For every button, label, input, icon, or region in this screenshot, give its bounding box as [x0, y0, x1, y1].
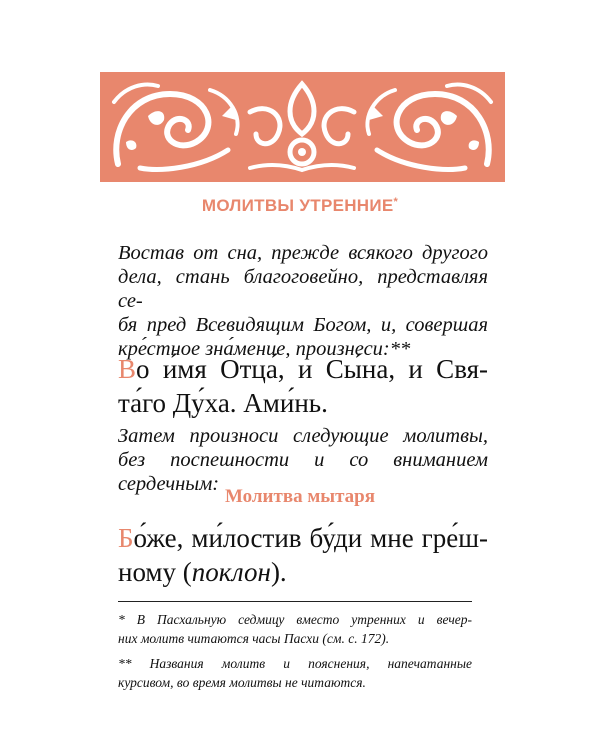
footnote-divider: [118, 601, 472, 602]
morning-instruction: [118, 241, 488, 361]
prayer-rubric: поклон: [191, 557, 271, 587]
instruction-line: кре́стное зна́мение, произнеси:**: [118, 338, 411, 360]
floral-ornament-icon: [100, 72, 505, 182]
section-heading-text: МОЛИТВЫ УТРЕННИЕ: [201, 196, 394, 215]
prayer-line: [118, 352, 488, 386]
instruction-line: без поспешности и со вниманием сердечным:: [118, 449, 488, 495]
publican-prayer: [118, 521, 488, 589]
footnote-line: * В Пасхальную седмицу вместо утренних и вечер-: [118, 612, 472, 627]
trinity-prayer: [118, 352, 488, 420]
footnote: [118, 610, 472, 648]
drop-initial: В: [118, 354, 137, 384]
prayer-text: о и́мя Отца́, и Сы́на, и Свя-: [136, 354, 488, 384]
prayer-title: Молитва мытаря: [224, 486, 376, 507]
drop-initial: Б: [118, 523, 134, 553]
prayer-text: ному (: [118, 557, 192, 587]
footnote-line: ** Названия молитв и пояснения, напечатанные: [118, 656, 472, 671]
prayer-line: та́го Ду́ха. Ами́нь.: [118, 388, 328, 418]
footnote: [118, 654, 472, 692]
prayer-text: о́же, ми́лостив бу́ди мне гре́ш-: [133, 523, 488, 553]
instruction-line: Затем произноси следующие молитвы,: [118, 425, 488, 447]
prayer-line: [118, 521, 488, 555]
footnote-line: курсивом, во время молитвы не читаются.: [118, 675, 366, 690]
footnote-mark: *: [393, 196, 399, 208]
section-heading: [0, 196, 600, 216]
instruction-line: Востав от сна, прежде всякого другого: [118, 242, 488, 264]
prayer-text: ).: [270, 557, 287, 587]
prayer-line: [118, 555, 488, 589]
instruction-line: бя пред Всевидящим Богом, и, совершая: [118, 314, 488, 336]
instruction-line: дела, стань благоговейно, представляя се-: [118, 266, 488, 312]
footnote-line: них молитв читаются часы Пасхи (см. с. 172).: [118, 631, 390, 646]
